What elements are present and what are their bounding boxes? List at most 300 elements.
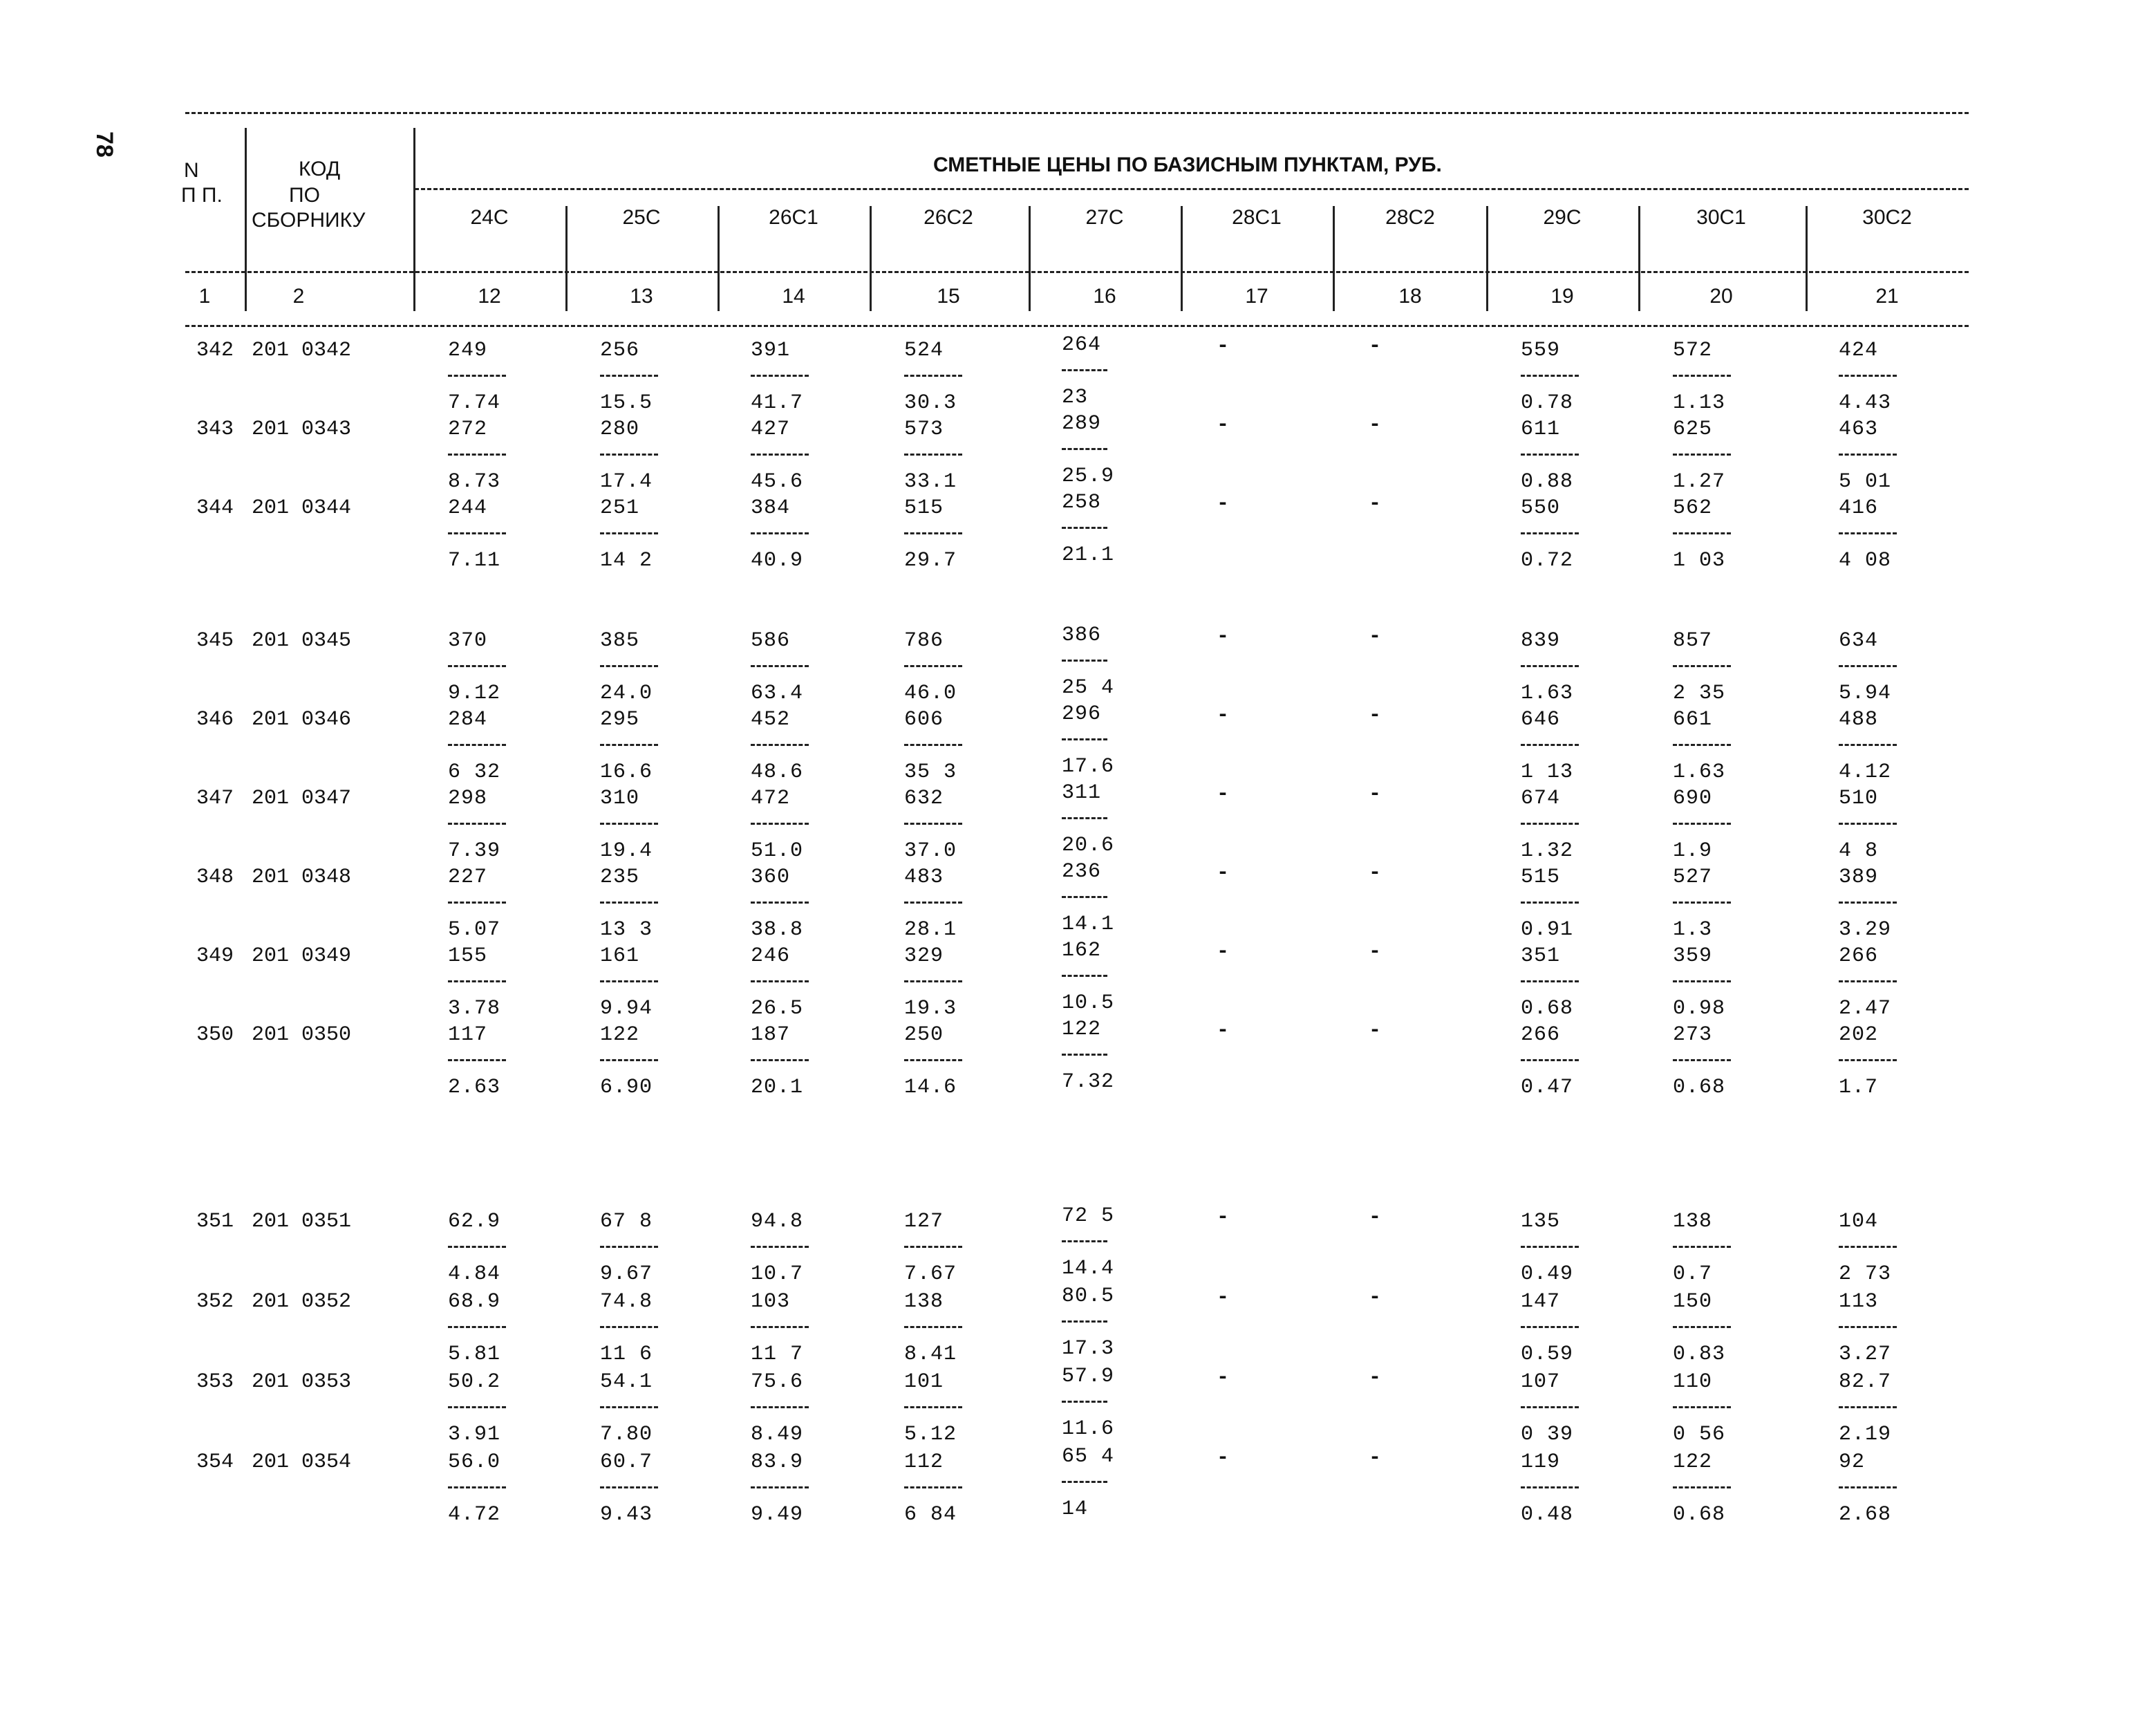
fraction-rule	[600, 1406, 658, 1408]
cell-wage: 2.63	[448, 1076, 501, 1099]
no-data-mark: -	[1369, 1286, 1382, 1309]
fraction-rule	[1839, 744, 1897, 746]
column-header: 29C	[1543, 206, 1582, 229]
row-code: 201 0343	[252, 418, 352, 441]
cell-wage: 9.43	[600, 1503, 653, 1526]
cell-wage: 1.32	[1521, 839, 1574, 863]
fraction-rule	[904, 1486, 962, 1488]
cell-price: 94.8	[751, 1210, 804, 1233]
cell-wage: 1.13	[1673, 391, 1726, 415]
cell-price: 122	[1062, 1018, 1102, 1041]
cell-wage: 3.78	[448, 997, 501, 1020]
fraction-rule	[1062, 1401, 1107, 1403]
row-code: 201 0350	[252, 1023, 352, 1047]
fraction-rule	[600, 1326, 658, 1328]
row-code: 201 0349	[252, 944, 352, 968]
row-number: 345	[196, 629, 234, 653]
cell-wage: 5 01	[1839, 470, 1892, 494]
column-number: 21	[1875, 285, 1899, 308]
cell-price: 360	[751, 866, 791, 889]
cell-price: 246	[751, 944, 791, 968]
fraction-rule	[1839, 1326, 1897, 1328]
cell-price: 385	[600, 629, 640, 653]
column-number: 18	[1398, 285, 1422, 308]
no-data-mark: -	[1217, 1446, 1230, 1470]
fraction-rule	[1521, 1486, 1579, 1488]
fraction-rule	[904, 454, 962, 456]
header-divider	[1181, 206, 1183, 311]
row-number: 352	[196, 1290, 234, 1314]
cell-wage: 9.12	[448, 682, 501, 705]
fraction-rule	[1521, 823, 1579, 825]
cell-price: 122	[600, 1023, 640, 1047]
cell-wage: 5.07	[448, 918, 501, 942]
fraction-rule	[904, 902, 962, 904]
fraction-rule	[1673, 902, 1731, 904]
cell-price: 162	[1062, 939, 1102, 962]
fraction-rule	[600, 1059, 658, 1061]
no-data-mark: -	[1369, 1206, 1382, 1229]
column-header: 26C1	[769, 206, 818, 229]
cell-price: 147	[1521, 1290, 1561, 1314]
no-data-mark: -	[1217, 492, 1230, 516]
cell-price: 559	[1521, 339, 1561, 362]
cell-wage: 6 84	[904, 1503, 957, 1526]
fraction-rule	[600, 1486, 658, 1488]
fraction-rule	[751, 1246, 809, 1248]
cell-price: 625	[1673, 418, 1713, 441]
row-number: 344	[196, 496, 234, 520]
cell-price: 284	[448, 708, 488, 731]
fraction-rule	[600, 902, 658, 904]
row-number: 347	[196, 787, 234, 810]
cell-wage: 8.73	[448, 470, 501, 494]
column-header: 24C	[470, 206, 509, 229]
cell-price: 611	[1521, 418, 1561, 441]
cell-wage: 7.67	[904, 1262, 957, 1286]
no-data-mark: -	[1217, 625, 1230, 648]
cell-wage: 1 03	[1673, 549, 1726, 572]
header-bottom-rule	[185, 325, 1969, 327]
cell-wage: 4.84	[448, 1262, 501, 1286]
cell-price: 586	[751, 629, 791, 653]
fraction-rule	[751, 1486, 809, 1488]
fraction-rule	[600, 744, 658, 746]
cell-price: 359	[1673, 944, 1713, 968]
column-number: 17	[1245, 285, 1268, 308]
cell-wage: 13 3	[600, 918, 653, 942]
cell-price: 606	[904, 708, 944, 731]
header-code-line3: СБОРНИКУ	[252, 209, 366, 232]
no-data-mark: -	[1217, 1206, 1230, 1229]
cell-wage: 21.1	[1062, 543, 1115, 567]
fraction-rule	[904, 980, 962, 982]
fraction-rule	[1521, 532, 1579, 534]
cell-price: 250	[904, 1023, 944, 1047]
cell-wage: 0.48	[1521, 1503, 1574, 1526]
cell-price: 256	[600, 339, 640, 362]
no-data-mark: -	[1217, 783, 1230, 806]
header-title: СМЕТНЫЕ ЦЕНЫ ПО БАЗИСНЫМ ПУНКТАМ, РУБ.	[933, 153, 1442, 176]
fraction-rule	[1062, 660, 1107, 662]
cell-wage: 17.6	[1062, 755, 1115, 778]
cell-wage: 0 39	[1521, 1423, 1574, 1446]
cell-wage: 51.0	[751, 839, 804, 863]
cell-price: 72 5	[1062, 1204, 1115, 1228]
no-data-mark: -	[1217, 1019, 1230, 1043]
fraction-rule	[600, 823, 658, 825]
cell-wage: 9.49	[751, 1503, 804, 1526]
cell-wage: 11 7	[751, 1343, 804, 1366]
fraction-rule	[600, 454, 658, 456]
cell-wage: 23	[1062, 386, 1089, 409]
cell-wage: 1.63	[1521, 682, 1574, 705]
cell-wage: 1.27	[1673, 470, 1726, 494]
fraction-rule	[1521, 1246, 1579, 1248]
cell-price: 550	[1521, 496, 1561, 520]
header-code-line2: ПО	[289, 184, 320, 207]
cell-wage: 8.41	[904, 1343, 957, 1366]
cell-wage: 35 3	[904, 760, 957, 784]
fraction-rule	[904, 823, 962, 825]
cell-wage: 46.0	[904, 682, 957, 705]
no-data-mark: -	[1369, 940, 1382, 964]
header-divider	[1806, 206, 1808, 311]
cell-wage: 0.78	[1521, 391, 1574, 415]
cell-wage: 1.63	[1673, 760, 1726, 784]
fraction-rule	[1062, 817, 1107, 819]
column-header: 28C2	[1385, 206, 1435, 229]
row-number: 342	[196, 339, 234, 362]
fraction-rule	[1673, 980, 1731, 982]
cell-wage: 9.67	[600, 1262, 653, 1286]
cell-wage: 29.7	[904, 549, 957, 572]
column-header: 30C1	[1696, 206, 1746, 229]
no-data-mark: -	[1217, 413, 1230, 437]
cell-price: 311	[1062, 781, 1102, 805]
cell-price: 527	[1673, 866, 1713, 889]
cell-wage: 4.72	[448, 1503, 501, 1526]
cell-price: 244	[448, 496, 488, 520]
cell-wage: 20.1	[751, 1076, 804, 1099]
header-divider	[245, 128, 247, 311]
fraction-rule	[751, 902, 809, 904]
no-data-mark: -	[1369, 704, 1382, 727]
column-number: 16	[1093, 285, 1116, 308]
column-header: 27C	[1085, 206, 1124, 229]
cell-price: 127	[904, 1210, 944, 1233]
fraction-rule	[448, 1246, 506, 1248]
cell-price: 113	[1839, 1290, 1879, 1314]
no-data-mark: -	[1217, 940, 1230, 964]
cell-wage: 0.91	[1521, 918, 1574, 942]
row-code: 201 0352	[252, 1290, 352, 1314]
fraction-rule	[1839, 980, 1897, 982]
row-number: 348	[196, 866, 234, 889]
fraction-rule	[1839, 823, 1897, 825]
cell-price: 296	[1062, 702, 1102, 726]
cell-price: 135	[1521, 1210, 1561, 1233]
fraction-rule	[448, 1059, 506, 1061]
cell-price: 416	[1839, 496, 1879, 520]
cell-wage: 10.5	[1062, 991, 1115, 1015]
cell-price: 515	[1521, 866, 1561, 889]
cell-wage: 37.0	[904, 839, 957, 863]
cell-price: 50.2	[448, 1370, 501, 1394]
cell-price: 62.9	[448, 1210, 501, 1233]
fraction-rule	[1521, 744, 1579, 746]
cell-price: 634	[1839, 629, 1879, 653]
column-number: 12	[478, 285, 501, 308]
cell-wage: 6 32	[448, 760, 501, 784]
cell-wage: 0 56	[1673, 1423, 1726, 1446]
cell-wage: 38.8	[751, 918, 804, 942]
header-divider	[870, 206, 872, 311]
row-number: 353	[196, 1370, 234, 1394]
cell-wage: 25 4	[1062, 676, 1115, 700]
cell-price: 573	[904, 418, 944, 441]
cell-wage: 25.9	[1062, 465, 1115, 488]
cell-wage: 9.94	[600, 997, 653, 1020]
row-code: 201 0348	[252, 866, 352, 889]
fraction-rule	[448, 744, 506, 746]
cell-price: 57.9	[1062, 1365, 1115, 1388]
cell-price: 661	[1673, 708, 1713, 731]
cell-price: 391	[751, 339, 791, 362]
cell-wage: 0.59	[1521, 1343, 1574, 1366]
cell-price: 472	[751, 787, 791, 810]
fraction-rule	[600, 980, 658, 982]
fraction-rule	[1062, 896, 1107, 898]
no-data-mark: -	[1369, 1446, 1382, 1470]
fraction-rule	[448, 1326, 506, 1328]
fraction-rule	[904, 375, 962, 377]
cell-price: 122	[1673, 1450, 1713, 1474]
column-header: 26C2	[924, 206, 973, 229]
fraction-rule	[1673, 375, 1731, 377]
cell-price: 235	[600, 866, 640, 889]
cell-wage: 20.6	[1062, 834, 1115, 857]
cell-wage: 5.81	[448, 1343, 501, 1366]
cell-price: 515	[904, 496, 944, 520]
cell-wage: 8.49	[751, 1423, 804, 1446]
column-number: 2	[292, 285, 305, 308]
cell-price: 266	[1839, 944, 1879, 968]
cell-price: 524	[904, 339, 944, 362]
cell-price: 92	[1839, 1450, 1866, 1474]
cell-wage: 14.6	[904, 1076, 957, 1099]
row-code: 201 0342	[252, 339, 352, 362]
fraction-rule	[1062, 975, 1107, 977]
cell-wage: 0.88	[1521, 470, 1574, 494]
row-number: 346	[196, 708, 234, 731]
fraction-rule	[600, 532, 658, 534]
fraction-rule	[1839, 1406, 1897, 1408]
fraction-rule	[904, 1406, 962, 1408]
cell-price: 107	[1521, 1370, 1561, 1394]
cell-wage: 0.98	[1673, 997, 1726, 1020]
cell-price: 786	[904, 629, 944, 653]
cell-price: 202	[1839, 1023, 1879, 1047]
cell-wage: 7.80	[600, 1423, 653, 1446]
fraction-rule	[1673, 1486, 1731, 1488]
cell-price: 463	[1839, 418, 1879, 441]
fraction-rule	[1062, 369, 1107, 371]
fraction-rule	[751, 980, 809, 982]
cell-price: 138	[1673, 1210, 1713, 1233]
no-data-mark: -	[1369, 861, 1382, 885]
cell-wage: 2 35	[1673, 682, 1726, 705]
fraction-rule	[1839, 665, 1897, 667]
cell-price: 280	[600, 418, 640, 441]
cell-wage: 0.47	[1521, 1076, 1574, 1099]
cell-price: 632	[904, 787, 944, 810]
cell-wage: 0.72	[1521, 549, 1574, 572]
no-data-mark: -	[1217, 1366, 1230, 1390]
cell-wage: 6.90	[600, 1076, 653, 1099]
fraction-rule	[751, 454, 809, 456]
cell-wage: 14	[1062, 1497, 1089, 1521]
row-code: 201 0353	[252, 1370, 352, 1394]
header-divider	[565, 206, 568, 311]
cell-price: 298	[448, 787, 488, 810]
fraction-rule	[1839, 1486, 1897, 1488]
cell-wage: 7.39	[448, 839, 501, 863]
fraction-rule	[1673, 454, 1731, 456]
column-header: 28C1	[1232, 206, 1282, 229]
fraction-rule	[751, 1059, 809, 1061]
cell-price: 101	[904, 1370, 944, 1394]
cell-price: 103	[751, 1290, 791, 1314]
cell-wage: 1 13	[1521, 760, 1574, 784]
row-code: 201 0354	[252, 1450, 352, 1474]
fraction-rule	[600, 1246, 658, 1248]
fraction-rule	[751, 375, 809, 377]
cell-price: 295	[600, 708, 640, 731]
subheader-rule	[185, 271, 1969, 273]
fraction-rule	[1062, 1481, 1107, 1483]
cell-wage: 0.68	[1521, 997, 1574, 1020]
cell-price: 104	[1839, 1210, 1879, 1233]
cell-price: 74.8	[600, 1290, 653, 1314]
no-data-mark: -	[1369, 413, 1382, 437]
cell-wage: 14.4	[1062, 1257, 1115, 1280]
cell-price: 488	[1839, 708, 1879, 731]
cell-price: 389	[1839, 866, 1879, 889]
cell-wage: 0.68	[1673, 1503, 1726, 1526]
fraction-rule	[904, 532, 962, 534]
fraction-rule	[751, 823, 809, 825]
no-data-mark: -	[1369, 625, 1382, 648]
header-divider	[1486, 206, 1488, 311]
fraction-rule	[904, 744, 962, 746]
cell-wage: 7.74	[448, 391, 501, 415]
row-code: 201 0344	[252, 496, 352, 520]
row-code: 201 0347	[252, 787, 352, 810]
cell-wage: 0.49	[1521, 1262, 1574, 1286]
header-divider	[1638, 206, 1640, 311]
fraction-rule	[1673, 1406, 1731, 1408]
cell-price: 857	[1673, 629, 1713, 653]
cell-price: 674	[1521, 787, 1561, 810]
fraction-rule	[1062, 448, 1107, 450]
cell-price: 572	[1673, 339, 1713, 362]
cell-price: 839	[1521, 629, 1561, 653]
no-data-mark: -	[1369, 1019, 1382, 1043]
cell-wage: 45.6	[751, 470, 804, 494]
row-code: 201 0351	[252, 1210, 352, 1233]
fraction-rule	[1839, 1059, 1897, 1061]
cell-wage: 17.3	[1062, 1337, 1115, 1361]
cell-price: 370	[448, 629, 488, 653]
cell-price: 82.7	[1839, 1370, 1892, 1394]
cell-price: 80.5	[1062, 1285, 1115, 1308]
cell-price: 272	[448, 418, 488, 441]
cell-price: 75.6	[751, 1370, 804, 1394]
fraction-rule	[751, 1326, 809, 1328]
cell-wage: 2.19	[1839, 1423, 1892, 1446]
column-header: 30C2	[1862, 206, 1912, 229]
cell-price: 427	[751, 418, 791, 441]
cell-wage: 3.27	[1839, 1343, 1892, 1366]
header-col-pp: П П.	[181, 184, 223, 207]
cell-price: 258	[1062, 491, 1102, 514]
no-data-mark: -	[1217, 704, 1230, 727]
cell-wage: 19.4	[600, 839, 653, 863]
fraction-rule	[448, 375, 506, 377]
cell-price: 273	[1673, 1023, 1713, 1047]
fraction-rule	[1521, 1059, 1579, 1061]
fraction-rule	[1062, 527, 1107, 529]
fraction-rule	[1673, 1059, 1731, 1061]
cell-wage: 11 6	[600, 1343, 653, 1366]
cell-price: 83.9	[751, 1450, 804, 1474]
cell-price: 67 8	[600, 1210, 653, 1233]
cell-wage: 33.1	[904, 470, 957, 494]
cell-wage: 63.4	[751, 682, 804, 705]
no-data-mark: -	[1369, 783, 1382, 806]
fraction-rule	[751, 532, 809, 534]
fraction-rule	[904, 1246, 962, 1248]
cell-price: 310	[600, 787, 640, 810]
cell-wage: 7.11	[448, 549, 501, 572]
column-header: 25C	[622, 206, 661, 229]
cell-wage: 48.6	[751, 760, 804, 784]
no-data-mark: -	[1369, 492, 1382, 516]
cell-price: 119	[1521, 1450, 1561, 1474]
cell-price: 510	[1839, 787, 1879, 810]
header-code-line1: КОД	[299, 158, 341, 180]
fraction-rule	[1673, 744, 1731, 746]
column-number: 19	[1550, 285, 1574, 308]
no-data-mark: -	[1217, 335, 1230, 358]
fraction-rule	[1521, 1326, 1579, 1328]
cell-wage: 41.7	[751, 391, 804, 415]
cell-wage: 0.7	[1673, 1262, 1713, 1286]
cell-wage: 1.3	[1673, 918, 1713, 942]
cell-price: 110	[1673, 1370, 1713, 1394]
cell-wage: 4.43	[1839, 391, 1892, 415]
page-number: 78	[91, 131, 118, 158]
cell-wage: 0.68	[1673, 1076, 1726, 1099]
cell-price: 251	[600, 496, 640, 520]
fraction-rule	[1521, 665, 1579, 667]
fraction-rule	[1839, 454, 1897, 456]
cell-price: 351	[1521, 944, 1561, 968]
fraction-rule	[1839, 1246, 1897, 1248]
cell-price: 68.9	[448, 1290, 501, 1314]
row-number: 351	[196, 1210, 234, 1233]
